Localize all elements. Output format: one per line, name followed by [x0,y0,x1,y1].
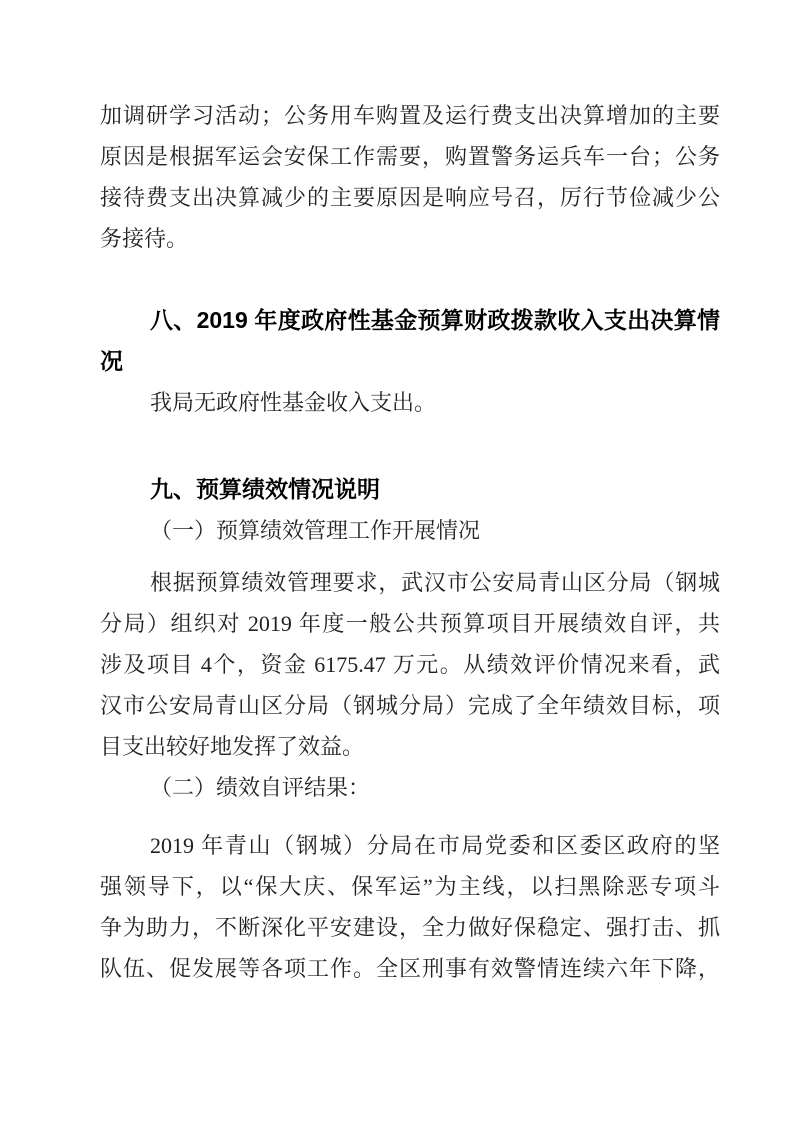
subsection-2-title [100,767,720,808]
paragraph-performance-self-evaluation [100,562,720,767]
text-line: 分局）组织对 2019 年度一般公共预算项目开展绩效自评，共 [100,611,720,636]
section-8-heading [100,300,720,382]
heading-line: 八、2019 年度政府性基金预算财政拨款收入支出决算情 [150,307,720,333]
text-line: 接待费支出决算减少的主要原因是响应号召，厉行节俭减少公 [100,185,720,210]
heading-line: 九、预算绩效情况说明 [150,476,380,502]
text-line: （一）预算绩效管理工作开展情况 [150,518,481,543]
text-line: 目支出较好地发挥了效益。 [100,734,365,759]
text-line: 涉及项目 4个，资金 6175.47 万元。从绩效评价情况来看，武 [100,652,720,677]
section-9-heading [100,469,720,510]
heading-line: 况 [100,348,123,374]
text-line: 争为助力，不断深化平安建设，全力做好保稳定、强打击、抓 [100,915,720,940]
text-line: 汉市公安局青山区分局（钢城分局）完成了全年绩效目标，项 [100,693,720,718]
text-line: 根据预算绩效管理要求，武汉市公安局青山区分局（钢城 [150,570,720,595]
subsection-1-title [100,510,720,551]
text-line: 加调研学习活动；公务用车购置及运行费支出决算增加的主要 [100,103,720,128]
text-line: 队伍、促发展等各项工作。全区刑事有效警情连续六年下降， [100,956,720,981]
text-line: 我局无政府性基金收入支出。 [150,390,437,415]
text-line: 原因是根据军运会安保工作需要，购置警务运兵车一台；公务 [100,144,720,169]
text-line: 强领导下，以“保大庆、保军运”为主线，以扫黑除恶专项斗 [100,874,720,899]
text-line: （二）绩效自评结果： [150,775,371,800]
paragraph-vehicle-reception-expenses [100,95,720,259]
paragraph-no-government-fund [100,382,720,423]
document-content [100,95,720,989]
text-line: 2019 年青山（钢城）分局在市局党委和区委区政府的坚 [150,833,720,858]
text-line: 务接待。 [100,226,189,251]
paragraph-2019-work-summary [100,825,720,989]
